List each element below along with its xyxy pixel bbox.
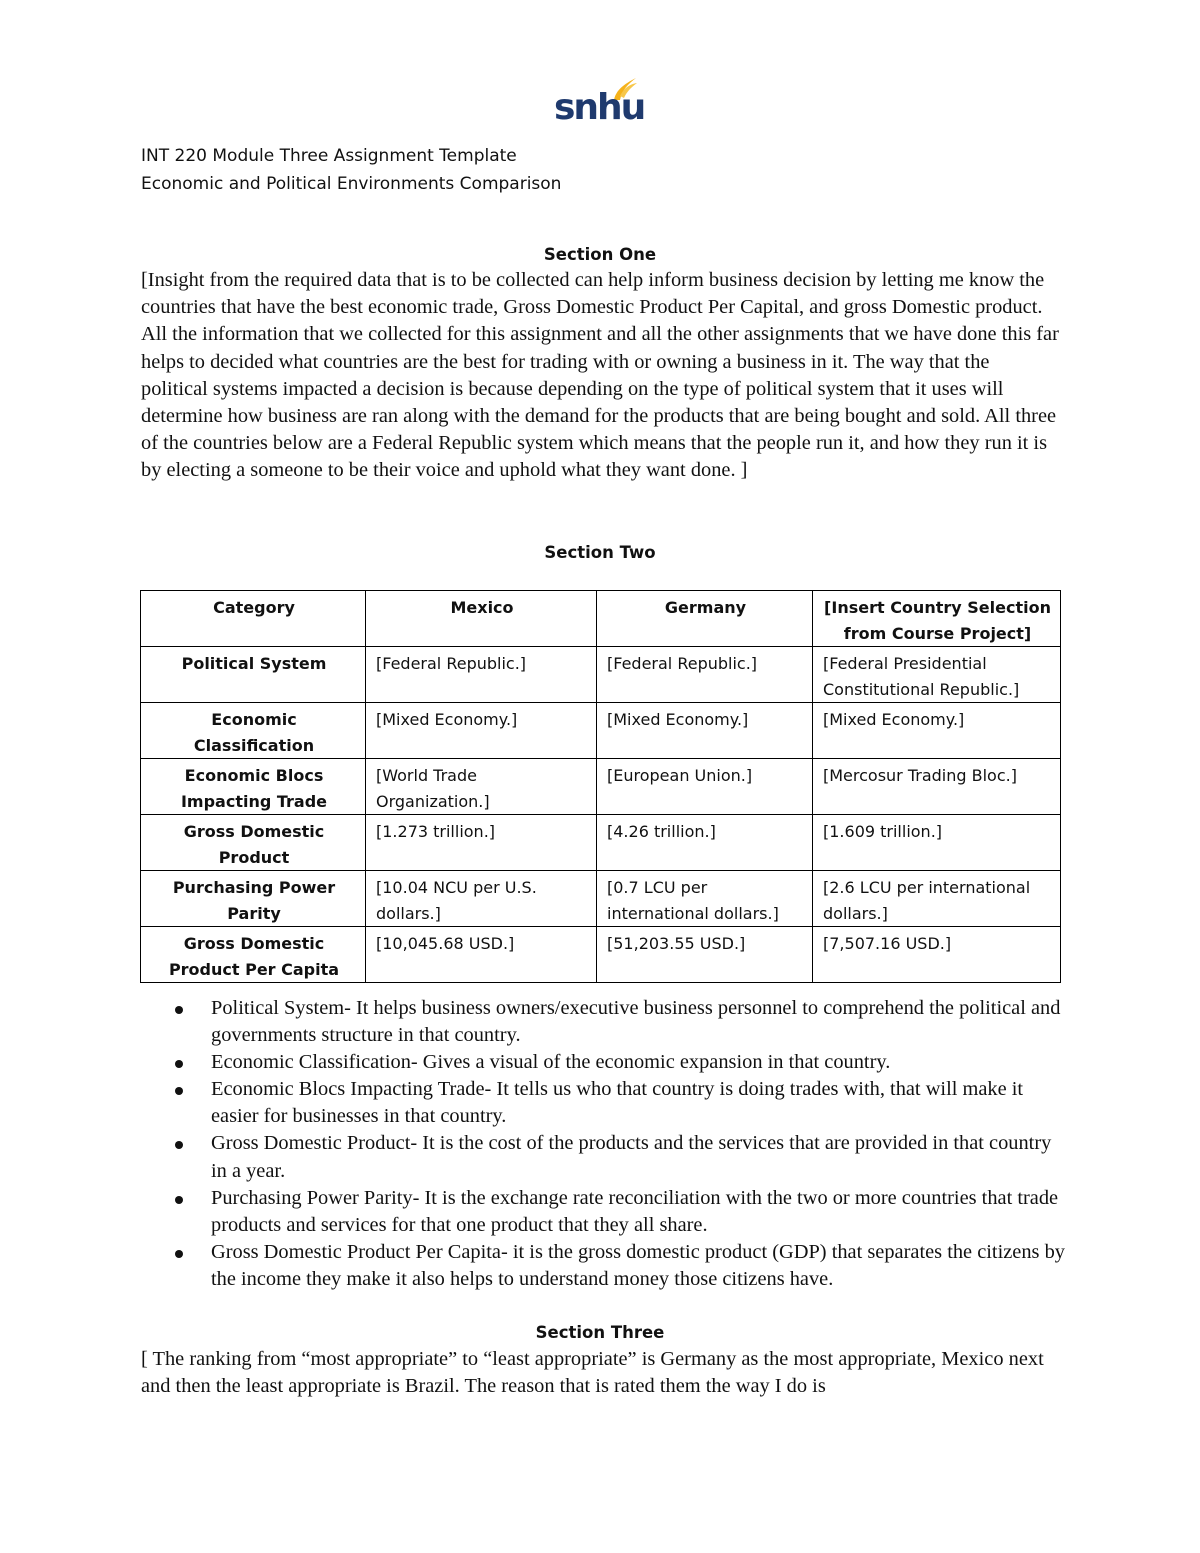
section-two-title: Section Two <box>544 543 656 562</box>
header-category: Category <box>141 591 366 647</box>
row-label: Economic Blocs Impacting Trade <box>141 759 366 815</box>
table-row <box>141 927 1061 983</box>
table-row <box>141 647 1061 703</box>
table-cell: [1.609 trillion.] <box>813 815 1061 871</box>
table-cell: [Mercosur Trading Bloc.] <box>813 759 1061 815</box>
table-row <box>141 815 1061 871</box>
section-three-title: Section Three <box>535 1323 665 1342</box>
header-selected-country: [Insert Country Selection from Course Project] <box>813 591 1061 647</box>
table-cell: [2.6 LCU per international dollars.] <box>813 871 1061 927</box>
logo-wordmark: snhu <box>554 87 645 128</box>
header-mexico: Mexico <box>366 591 597 647</box>
table-cell: [10,045.68 USD.] <box>366 927 597 983</box>
table-cell: [10.04 NCU per U.S. dollars.] <box>366 871 597 927</box>
table-row <box>141 759 1061 815</box>
assignment-subtitle: Economic and Political Environments Comparison <box>141 174 562 194</box>
bullet-icon <box>175 1087 183 1095</box>
table-cell: [4.26 trillion.] <box>597 815 813 871</box>
header-germany: Germany <box>597 591 813 647</box>
list-item-text: Gross Domestic Product Per Capita- it is the gross domestic product (GDP) that separates the citizens by the income they make it also helps to understand money those citizens have. <box>211 1240 1065 1290</box>
comparison-table <box>140 590 1061 983</box>
table-cell: [1.273 trillion.] <box>366 815 597 871</box>
table-cell: [Federal Presidential Constitutional Republic.] <box>813 647 1061 703</box>
table-cell: [Federal Republic.] <box>597 647 813 703</box>
row-label: Gross Domestic Product Per Capita <box>141 927 366 983</box>
table-cell: [0.7 LCU per international dollars.] <box>597 871 813 927</box>
assignment-title: INT 220 Module Three Assignment Template <box>141 146 517 166</box>
table-cell: [Mixed Economy.] <box>366 703 597 759</box>
bullet-icon <box>175 1250 183 1258</box>
row-label: Political System <box>141 647 366 703</box>
list-item <box>141 1049 1071 1076</box>
definitions-list <box>141 995 1071 1293</box>
table-cell: [Federal Republic.] <box>366 647 597 703</box>
bullet-icon <box>175 1006 183 1014</box>
bullet-icon <box>175 1141 183 1149</box>
row-label: Economic Classification <box>141 703 366 759</box>
list-item-text: Economic Classification- Gives a visual of the economic expansion in that country. <box>211 1051 891 1074</box>
list-item-text: Purchasing Power Parity- It is the exchange rate reconciliation with the two or more countries that trade products and services for that one product that they all share. <box>211 1186 1059 1236</box>
list-item <box>141 1076 1071 1130</box>
table-row <box>141 871 1061 927</box>
table-cell: [7,507.16 USD.] <box>813 927 1061 983</box>
snhu-logo <box>554 74 645 132</box>
table-header-row <box>141 591 1061 647</box>
table-cell: [European Union.] <box>597 759 813 815</box>
bullet-icon <box>175 1196 183 1204</box>
list-item-text: Economic Blocs Impacting Trade- It tells us who that country is doing trades with, that will make it easier for businesses in that country. <box>211 1078 1024 1128</box>
section-one-body: [Insight from the required data that is to be collected can help inform business decision by letting me know the countries that have the best economic trade, Gross Domestic Product Per Capital, and gross Domestic product. All the information that we collected for this assignment and all the other assignments that we have done this far helps to decided what countries are the best for trading with or owning a business in it. The way that the political systems impacted a decision is because depending on the type of political system that it uses will determine how business are ran along with the demand for the products that are being bought and sold. All three of the countries below are a Federal Republic system which means that the people run it, and how they run it is by electing a someone to be their voice and uphold what they want done. ] <box>141 269 1059 482</box>
table-cell: [World Trade Organization.] <box>366 759 597 815</box>
list-item-text: Political System- It helps business owners/executive business personnel to comprehend the political and governments structure in that country. <box>211 997 1061 1047</box>
list-item-text: Gross Domestic Product- It is the cost of the products and the services that are provided in that country in a year. <box>211 1132 1052 1182</box>
table-cell: [Mixed Economy.] <box>813 703 1061 759</box>
list-item <box>141 1130 1071 1184</box>
row-label: Gross Domestic Product <box>141 815 366 871</box>
row-label: Purchasing Power Parity <box>141 871 366 927</box>
table-cell: [51,203.55 USD.] <box>597 927 813 983</box>
list-item <box>141 995 1071 1049</box>
section-three-body: [ The ranking from “most appropriate” to “least appropriate” is Germany as the most appropriate, Mexico next and then the least appropriate is Brazil. The reason that is rated them the way I do is <box>141 1348 1044 1398</box>
table-row <box>141 703 1061 759</box>
list-item <box>141 1239 1071 1293</box>
bullet-icon <box>175 1060 183 1068</box>
list-item <box>141 1185 1071 1239</box>
section-one-title: Section One <box>543 245 657 264</box>
table-cell: [Mixed Economy.] <box>597 703 813 759</box>
